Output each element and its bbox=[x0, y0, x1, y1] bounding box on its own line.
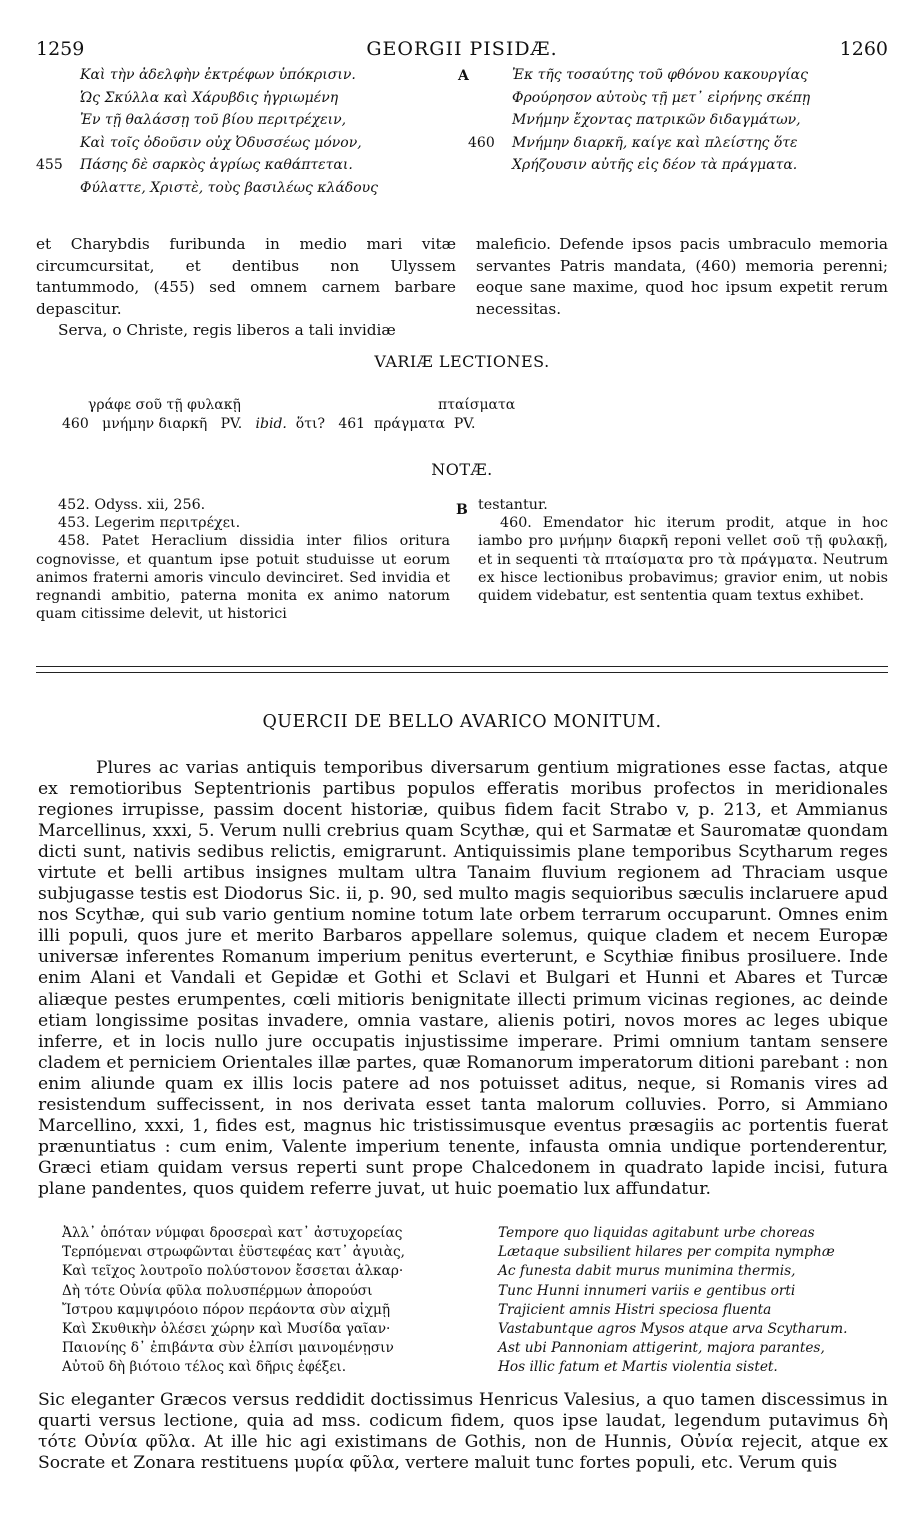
oracle-line: Tunc Hunni innumeri variis e gentibus orti bbox=[498, 1282, 796, 1299]
body-paragraph: Plures ac varias antiquis temporibus diversarum gentium migrationes esse factas, atque ex remotioribus Septentrionis partibus populos efferatis moribus profectos in meridionales regiones irrupisse, passim docent historiæ, quibus fidem facit Strabo v, p. 213, et Ammianus Marcellinus, xxxi, 5. Verum nulli crebrius quam Scythæ, qui et Sarmatæ et Sauromatæ quondam dicti sunt, nativis sedibus relictis, emigrarunt. Antiquissimis plane temporibus Scytharum reges virtute et belli artibus insignes multam ultra Tanaim fluvium regionem ad Thraciam usque subjugasse testis est Diodorus Sic. ii, p. 90, sed multo magis sequioribus sæculis inclaruere apud nos Scythæ, qui sub vario gentium nomine totum late orbem terrarum occuparunt. Omnes enim illi populi, quos jure et merito Barbaros appellare solemus, quique cladem et necem Europæ universæ inferentes Romanum imperium penitus everterunt, e Scythiæ finibus prosiluere. Inde enim Alani et Vandali et Gepidæ et Gothi et Sclavi et Bulgari et Hunni et Abares et Turcæ aliæque pestes erumpentes, cœli mitioris benignitate illecti primum vicinas regiones, ac deinde etiam longissime positas invadere, omnia vastare, alienis potiri, novos mores ac leges ubique inferre, et in locis nullo jure occupatis injustissime imperare. Primi omnium tantam sensere cladem et perniciem Orientales illæ partes, quæ Romanorum imperatorum ditioni parebant : non enim aliunde quam ex illis locis patere ad nos potuisset aditus, neque, si Romanis vires ad resistendum suffecissent, in nos derivata esset tanta malorum colluvies. Porro, si Ammiano Marcellino, xxxi, 1, fides est, magnus hic tristissimusque eventus præsagiis ac portentis fuerat prænuntiatus : cum enim, Valente imperium tenente, infausta omnia undique portenderentur, Græci etiam quidam versus reperti sunt prope Chalcedonem in quadrato lapide incisi, futura plane pandentes, quos quidem referre juvat, ut huic poematio lux affundatur. bbox=[38, 758, 888, 1199]
verse-line: 455 Πάσης δὲ σαρκὸς ἀγρίως καθάπτεται. bbox=[36, 157, 353, 173]
verse-line: Ἐκ τῆς τοσαύτης τοῦ φθόνου κακουργίας bbox=[512, 67, 808, 83]
verse-line: Μνήμην ἔχοντας πατρικῶν διδαγμάτων, bbox=[512, 112, 801, 128]
section-rule bbox=[36, 666, 888, 667]
note: 460. Emendator hic iterum prodit, atque in hoc iambo pro μνήμην διαρκῆ reponi vellet σοῦ τῇ φυλακῇ, et in sequenti τὰ πταίσματα pro τὰ πράγματα. Neutrum ex hisce lectionibus probavimus; gravior enim, ut nobis quidem videbatur, est sententia quam textus exhibet. bbox=[478, 515, 888, 605]
oracle-greek bbox=[62, 1224, 405, 1378]
latin-translation-left bbox=[36, 234, 456, 342]
oracle-line: Τερπόμεναι στρωφῶνται ἐϋστεφέας κατ᾿ ἀγυιὰς, bbox=[62, 1244, 406, 1261]
notes-left bbox=[36, 496, 450, 623]
note: 458. Patet Heraclium dissidia inter filios oritura cognovisse, et quantum ipse potuit studuisse ut eorum animos fraterni amoris vinculo devinciret. Sed invidia et regnandi ambitio, paterna monita ex animo natorum quam citissime delevit, ut historici bbox=[36, 533, 450, 623]
column-mark-a: A bbox=[458, 68, 469, 84]
verse-line: 460 Μνήμην διαρκῆ, καίγε καὶ πλείστης ὅτε bbox=[468, 134, 798, 151]
verse-line: Φρούρησον αὐτοὺς τῇ μετ᾿ εἰρήνης σκέπῃ bbox=[512, 89, 811, 106]
oracle-latin bbox=[498, 1224, 847, 1378]
column-mark-b: B bbox=[456, 502, 468, 518]
notae-title: NOTÆ. bbox=[431, 460, 493, 479]
greek-verse-right bbox=[468, 64, 892, 177]
oracle-line: Δὴ τότε Οὐνία φῦλα πολυσπέρμων ἀπορούσι bbox=[62, 1282, 373, 1299]
oracle-line: Vastabuntque agros Mysos atque arva Scytharum. bbox=[498, 1321, 848, 1338]
monitum-body bbox=[38, 758, 888, 1200]
page-number-right: 1260 bbox=[839, 38, 888, 60]
verse-line: Φύλαττε, Χριστὲ, τοὺς βασιλέως κλάδους bbox=[80, 179, 378, 196]
translation-paragraph: Serva, o Christe, regis liberos a tali invidiæ bbox=[58, 321, 396, 339]
variant-line: 460 μνήμην διαρκῆ PV. ibid. ὅτι? 461 πράγματα PV. bbox=[62, 416, 476, 432]
translation-paragraph: maleficio. Defende ipsos pacis umbraculo memoria servantes Patris mandata, (460) memoria perenni; eoque sane maxime, quod hoc ipsum expetit rerum necessitas. bbox=[476, 235, 888, 318]
translation-paragraph: et Charybdis furibunda in medio mari vitæ circumcursitat, et dentibus non Ulyssem tantummodo, (455) sed omnem carnem barbare depascitur. bbox=[36, 235, 456, 318]
variae-title: VARIÆ LECTIONES. bbox=[374, 352, 550, 371]
variant-gloss: γράφε σοῦ τῇ φυλακῇ bbox=[88, 397, 241, 413]
verse-line: Ὡς Σκύλλα καὶ Χάρυβδις ἠγριωμένη bbox=[80, 89, 339, 106]
oracle-line: Αὐτοῦ δὴ βιότοιο τέλος καὶ δῆρις ἐφέξει. bbox=[62, 1359, 347, 1376]
oracle-line: Καὶ τεῖχος λουτροῖο πολύστονον ἔσσεται ἀλκαρ· bbox=[62, 1263, 404, 1280]
oracle-line: Ast ubi Pannoniam attigerint, majora parantes, bbox=[498, 1340, 825, 1357]
note: 453. Legerim περιτρέχει. bbox=[58, 515, 241, 532]
verse-line: Καὶ τὴν ἀδελφὴν ἐκτρέφων ὑπόκρισιν. bbox=[80, 67, 356, 83]
verse-line: Ἐν τῇ θαλάσσῃ τοῦ βίου περιτρέχειν, bbox=[80, 112, 347, 128]
note: testantur. bbox=[478, 497, 548, 513]
oracle-line: Ac funesta dabit murus munimina thermis, bbox=[498, 1263, 796, 1280]
section-rule bbox=[36, 672, 888, 673]
oracle-line: Καὶ Σκυθικὴν ὀλέσει χώρην καὶ Μυσίδα γαῖαν· bbox=[62, 1321, 391, 1338]
body-paragraph: Sic eleganter Græcos versus reddidit doctissimus Henricus Valesius, a quo tamen discessimus in quarti versus lectione, quia ad mss. codicum fidem, quos ipse laudat, legendum putavimus δὴ τότε Οὐνία φῦλα. At ille hic agi existimans de Gothis, non de Hunnis, Οὐνία rejecit, atque ex Socrate et Zonara restituens μυρία φῦλα, vertere maluit tunc fortes populi, etc. Verum quis bbox=[38, 1390, 888, 1473]
section-title: QUERCII DE BELLO AVARICO MONITUM. bbox=[262, 712, 662, 732]
oracle-line: Tempore quo liquidas agitabunt urbe choreas bbox=[498, 1225, 815, 1241]
verse-line: Καὶ τοῖς ὀδοῦσιν οὐχ Ὀδυσσέως μόνον, bbox=[80, 134, 362, 151]
variant-gloss: πταίσματα bbox=[438, 397, 516, 413]
page-number-left: 1259 bbox=[36, 38, 85, 60]
oracle-line: Hos illic fatum et Martis violentia sistet. bbox=[498, 1359, 778, 1376]
oracle-line: Lætaque subsilient hilares per compita nymphæ bbox=[498, 1244, 835, 1261]
note: 452. Odyss. xii, 256. bbox=[58, 497, 206, 513]
running-title: GEORGII PISIDÆ. bbox=[366, 38, 558, 60]
latin-translation-right bbox=[476, 234, 888, 320]
oracle-line: Παιονίης δ᾿ ἐπιβάντα σὺν ἐλπίσι μαινομένῃσιν bbox=[62, 1340, 394, 1357]
notes-right bbox=[478, 496, 888, 605]
oracle-line: Ἀλλ᾿ ὁπόταν νύμφαι δροσεραὶ κατ᾿ ἀστυχορείας bbox=[62, 1225, 403, 1241]
closing-paragraph bbox=[38, 1390, 888, 1474]
oracle-line: Trajicient amnis Histri speciosa fluenta bbox=[498, 1301, 772, 1318]
verse-line: Χρήζουσιν αὐτῆς εἰς δέον τὰ πράγματα. bbox=[512, 157, 798, 173]
greek-verse-left bbox=[36, 64, 440, 199]
oracle-line: Ἴστρου καμψιρόοιο πόρον περάοντα σὺν αἰχμῇ bbox=[62, 1301, 391, 1318]
